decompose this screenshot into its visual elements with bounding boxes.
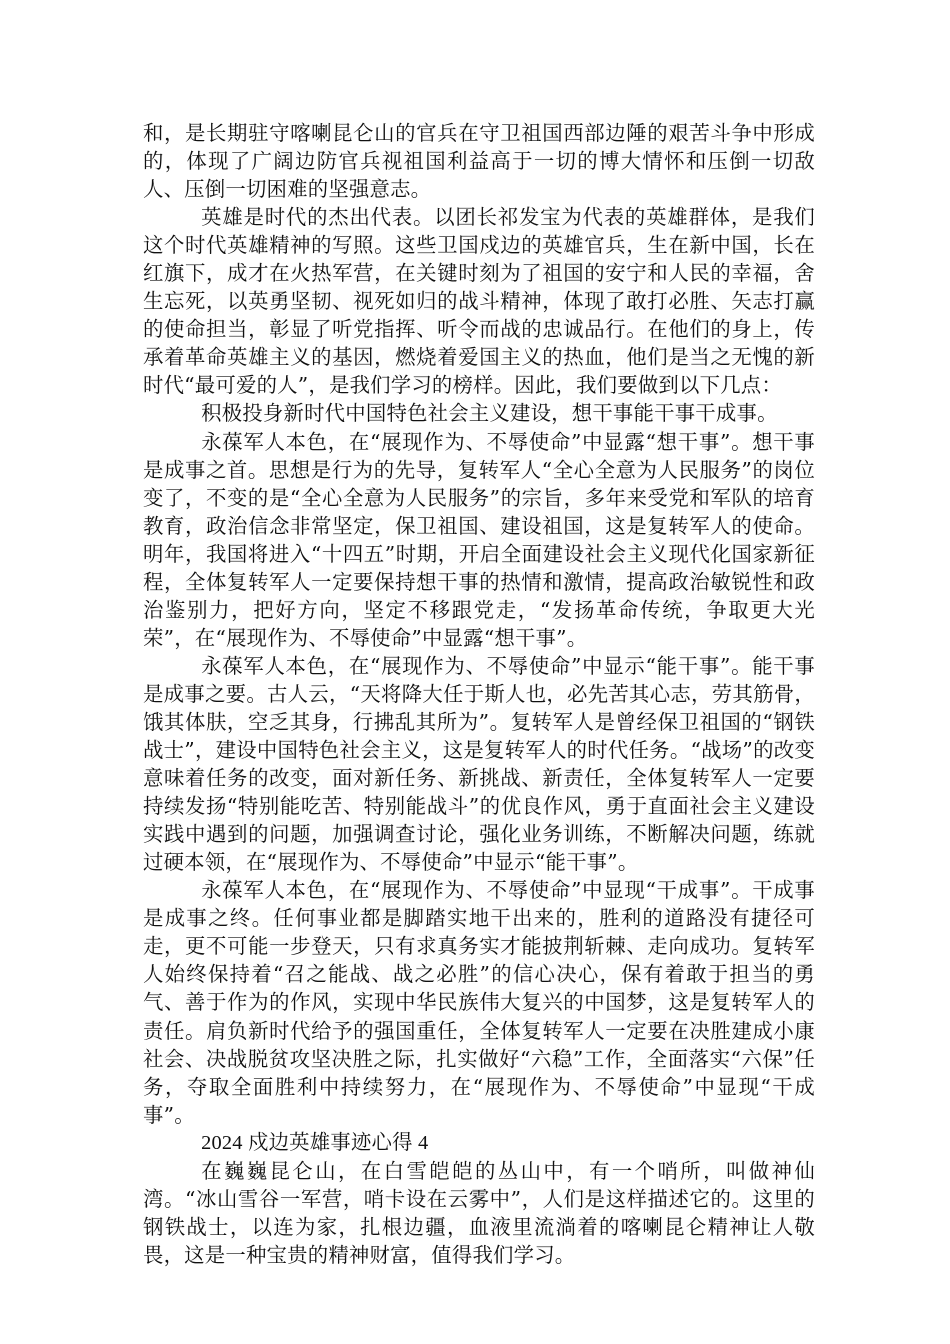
paragraph-want-to-do: 永葆军人本色，在“展现作为、不辱使命”中显露“想干事”。想干事是成事之首。思想是行为的先导，复转军人“全心全意为人民服务”的岗位变了，不变的是“全心全意为人民服务”的宗旨，多年来受党和军队的培育教育，政治信念非常坚定，保卫祖国、建设祖国，这是复转军人的使命。明年，我国将进入“十四五”时期，开启全面建设社会主义现代化国家新征程，全体复转军人一定要保持想干事的热情和激情，提高政治敏锐性和政治鉴别力，把好方向，坚定不移跟党走，“发扬革命传统，争取更大光荣”，在“展现作为、不辱使命”中显露“想干事”。 <box>143 429 815 650</box>
paragraph-able-to-do: 永葆军人本色，在“展现作为、不辱使命”中显示“能干事”。能干事是成事之要。古人云，“天将降大任于斯人也，必先苦其心志，劳其筋骨，饿其体肤，空乏其身，行拂乱其所为”。复转军人是曾经保卫祖国的“钢铁战士”，建设中国特色社会主义，这是复转军人的时代任务。“战场”的改变意味着任务的改变，面对新任务、新挑战、新责任，全体复转军人一定要持续发扬“特别能吃苦、特别能战斗”的优良作风，勇于直面社会主义建设实践中遇到的问题，加强调查讨论，强化业务训练，不断解决问题，练就过硬本领，在“展现作为、不辱使命”中显示“能干事”。 <box>143 653 815 875</box>
paragraph-get-it-done: 永葆军人本色，在“展现作为、不辱使命”中显现“干成事”。干成事是成事之终。任何事业都是脚踏实地干出来的，胜利的道路没有捷径可走，更不可能一步登天，只有求真务实才能披荆斩棘、走向成功。复转军人始终保持着“召之能战、战之必胜”的信心决心，保有着敢于担当的勇气、善于作为的作风，实现中华民族伟大复兴的中国梦，这是复转军人的责任。肩负新时代给予的强国重任，全体复转军人一定要在决胜建成小康社会、决战脱贫攻坚决胜之际，扎实做好“六稳”工作，全面落实“六保”任务，夺取全面胜利中持续努力，在“展现作为、不辱使命”中显现“干成事”。 <box>143 878 815 1127</box>
document-page <box>143 119 815 1269</box>
paragraph-summary-point: 积极投身新时代中国特色社会主义建设，想干事能干事干成事。 <box>201 401 778 426</box>
paragraph-shenxianwan: 在巍巍昆仑山，在白雪皑皑的丛山中，有一个哨所，叫做神仙湾。“冰山雪谷一军营，哨卡设在云雾中”，人们是这样描述它的。这里的钢铁战士，以连为家，扎根边疆，血液里流淌着的喀喇昆仑精神让人敬畏，这是一种宝贵的精神财富，值得我们学习。 <box>143 1158 815 1267</box>
paragraph-continuation: 和，是长期驻守喀喇昆仑山的官兵在守卫祖国西部边陲的艰苦斗争中形成的，体现了广阔边防官兵视祖国利益高于一切的博大情怀和压倒一切敌人、压倒一切困难的坚强意志。 <box>143 121 815 202</box>
section-heading: 2024 戍边英雄事迹心得 4 <box>201 1131 429 1154</box>
paragraph-heroes: 英雄是时代的杰出代表。以团长祁发宝为代表的英雄群体，是我们这个时代英雄精神的写照。这些卫国戍边的英雄官兵，生在新中国，长在红旗下，成才在火热军营，在关键时刻为了祖国的安宁和人民的幸福，舍生忘死，以英勇坚韧、视死如归的战斗精神，体现了敢打必胜、矢志打赢的使命担当，彰显了听党指挥、听令而战的忠诚品行。在他们的身上，传承着革命英雄主义的基因，燃烧着爱国主义的热血，他们是当之无愧的新时代“最可爱的人”，是我们学习的榜样。因此，我们要做到以下几点： <box>143 205 815 398</box>
